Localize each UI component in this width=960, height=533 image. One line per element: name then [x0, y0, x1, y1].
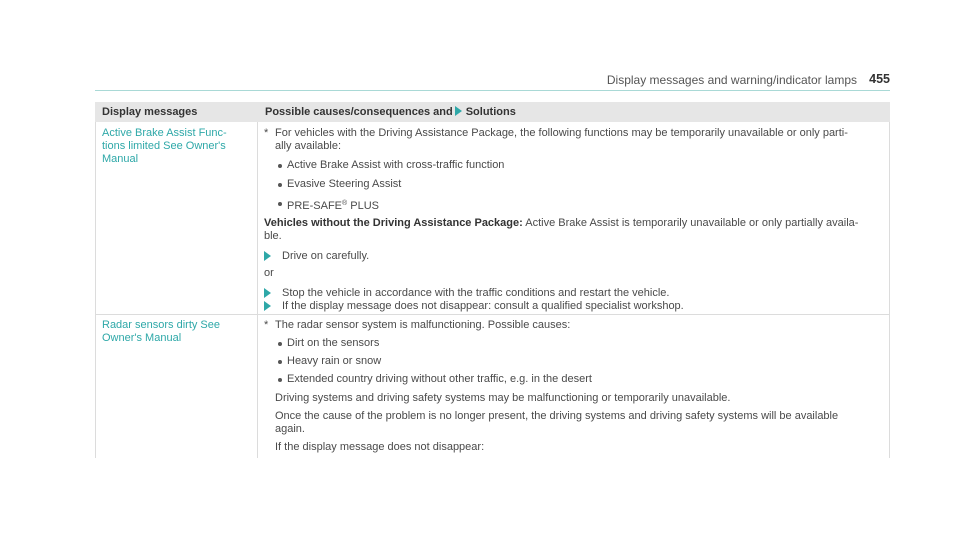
- column-divider: [257, 122, 258, 458]
- footnote-star: *: [264, 127, 269, 139]
- message-line: Active Brake Assist Func-: [102, 127, 227, 139]
- intro-text: ally available:: [275, 140, 342, 152]
- bullet-item: Heavy rain or snow: [287, 355, 382, 367]
- message-radar-sensors-dirty: [102, 319, 252, 345]
- solutions-radar-sensors: [264, 319, 879, 454]
- paragraph: If the display message does not disappear:: [275, 441, 485, 453]
- note-text: ble.: [264, 230, 282, 242]
- col-header-solutions: Solutions: [465, 106, 516, 118]
- registered-mark: ®: [342, 200, 348, 207]
- footnote-star: *: [264, 319, 269, 331]
- message-line: Radar sensors dirty See: [102, 319, 220, 331]
- step-item: [282, 300, 684, 313]
- messages-table: [95, 102, 890, 458]
- note-text: [264, 217, 858, 230]
- intro-text: For vehicles with the Driving Assistance Package, the following functions may be temporarily unavailable or only parti-: [275, 127, 848, 139]
- page-number: 455: [869, 72, 890, 86]
- bold-label: Vehicles without the Driving Assistance Package:: [264, 217, 523, 229]
- step-text: Stop the vehicle in accordance with the traffic conditions and restart the vehicle.: [282, 287, 670, 299]
- col-header-causes: Possible causes/consequences and: [265, 106, 453, 118]
- bullet-item: Extended country driving without other traffic, e.g. in the desert: [287, 373, 592, 385]
- bullet-item: Evasive Steering Assist: [287, 178, 402, 190]
- note-body: Active Brake Assist is temporarily unavailable or only partially availa-: [522, 217, 859, 229]
- paragraph: Driving systems and driving safety systems may be malfunctioning or temporarily unavailable.: [275, 392, 731, 404]
- running-title: Display messages and warning/indicator lamps: [606, 73, 857, 87]
- or-text: or: [264, 267, 274, 279]
- col-header-display-messages: Display messages: [102, 106, 198, 118]
- message-line: tions limited See Owner's: [102, 140, 226, 152]
- bullet-item: Active Brake Assist with cross-traffic function: [287, 159, 505, 171]
- bullet-text: PRE-SAFE: [287, 200, 343, 212]
- message-line: Manual: [102, 153, 139, 165]
- message-active-brake-assist: [102, 127, 252, 166]
- solutions-active-brake-assist: [264, 127, 879, 312]
- paragraph: Once the cause of the problem is no longer present, the driving systems and driving safety systems will be available: [275, 410, 839, 422]
- message-line: Owner's Manual: [102, 332, 182, 344]
- triangle-right-icon: [264, 288, 271, 298]
- step-item: [282, 287, 669, 300]
- step-text: Drive on carefully.: [282, 250, 370, 262]
- col-header-causes-solutions: [265, 106, 516, 118]
- bullet-item: [287, 197, 379, 213]
- row-divider: [95, 314, 890, 315]
- step-item: [282, 250, 369, 263]
- triangle-right-icon: [264, 251, 271, 261]
- step-text: If the display message does not disappear: consult a qualified specialist workshop.: [282, 300, 684, 312]
- bullet-text: PLUS: [350, 200, 379, 212]
- table-left-border: [95, 122, 96, 458]
- bullet-item: Dirt on the sensors: [287, 337, 380, 349]
- table-right-border: [889, 122, 890, 458]
- table-header: [95, 102, 890, 122]
- paragraph: again.: [275, 423, 305, 435]
- triangle-right-icon: [455, 106, 462, 116]
- triangle-right-icon: [264, 301, 271, 311]
- header-rule: [95, 90, 890, 91]
- intro-text: The radar sensor system is malfunctioning. Possible causes:: [275, 319, 571, 331]
